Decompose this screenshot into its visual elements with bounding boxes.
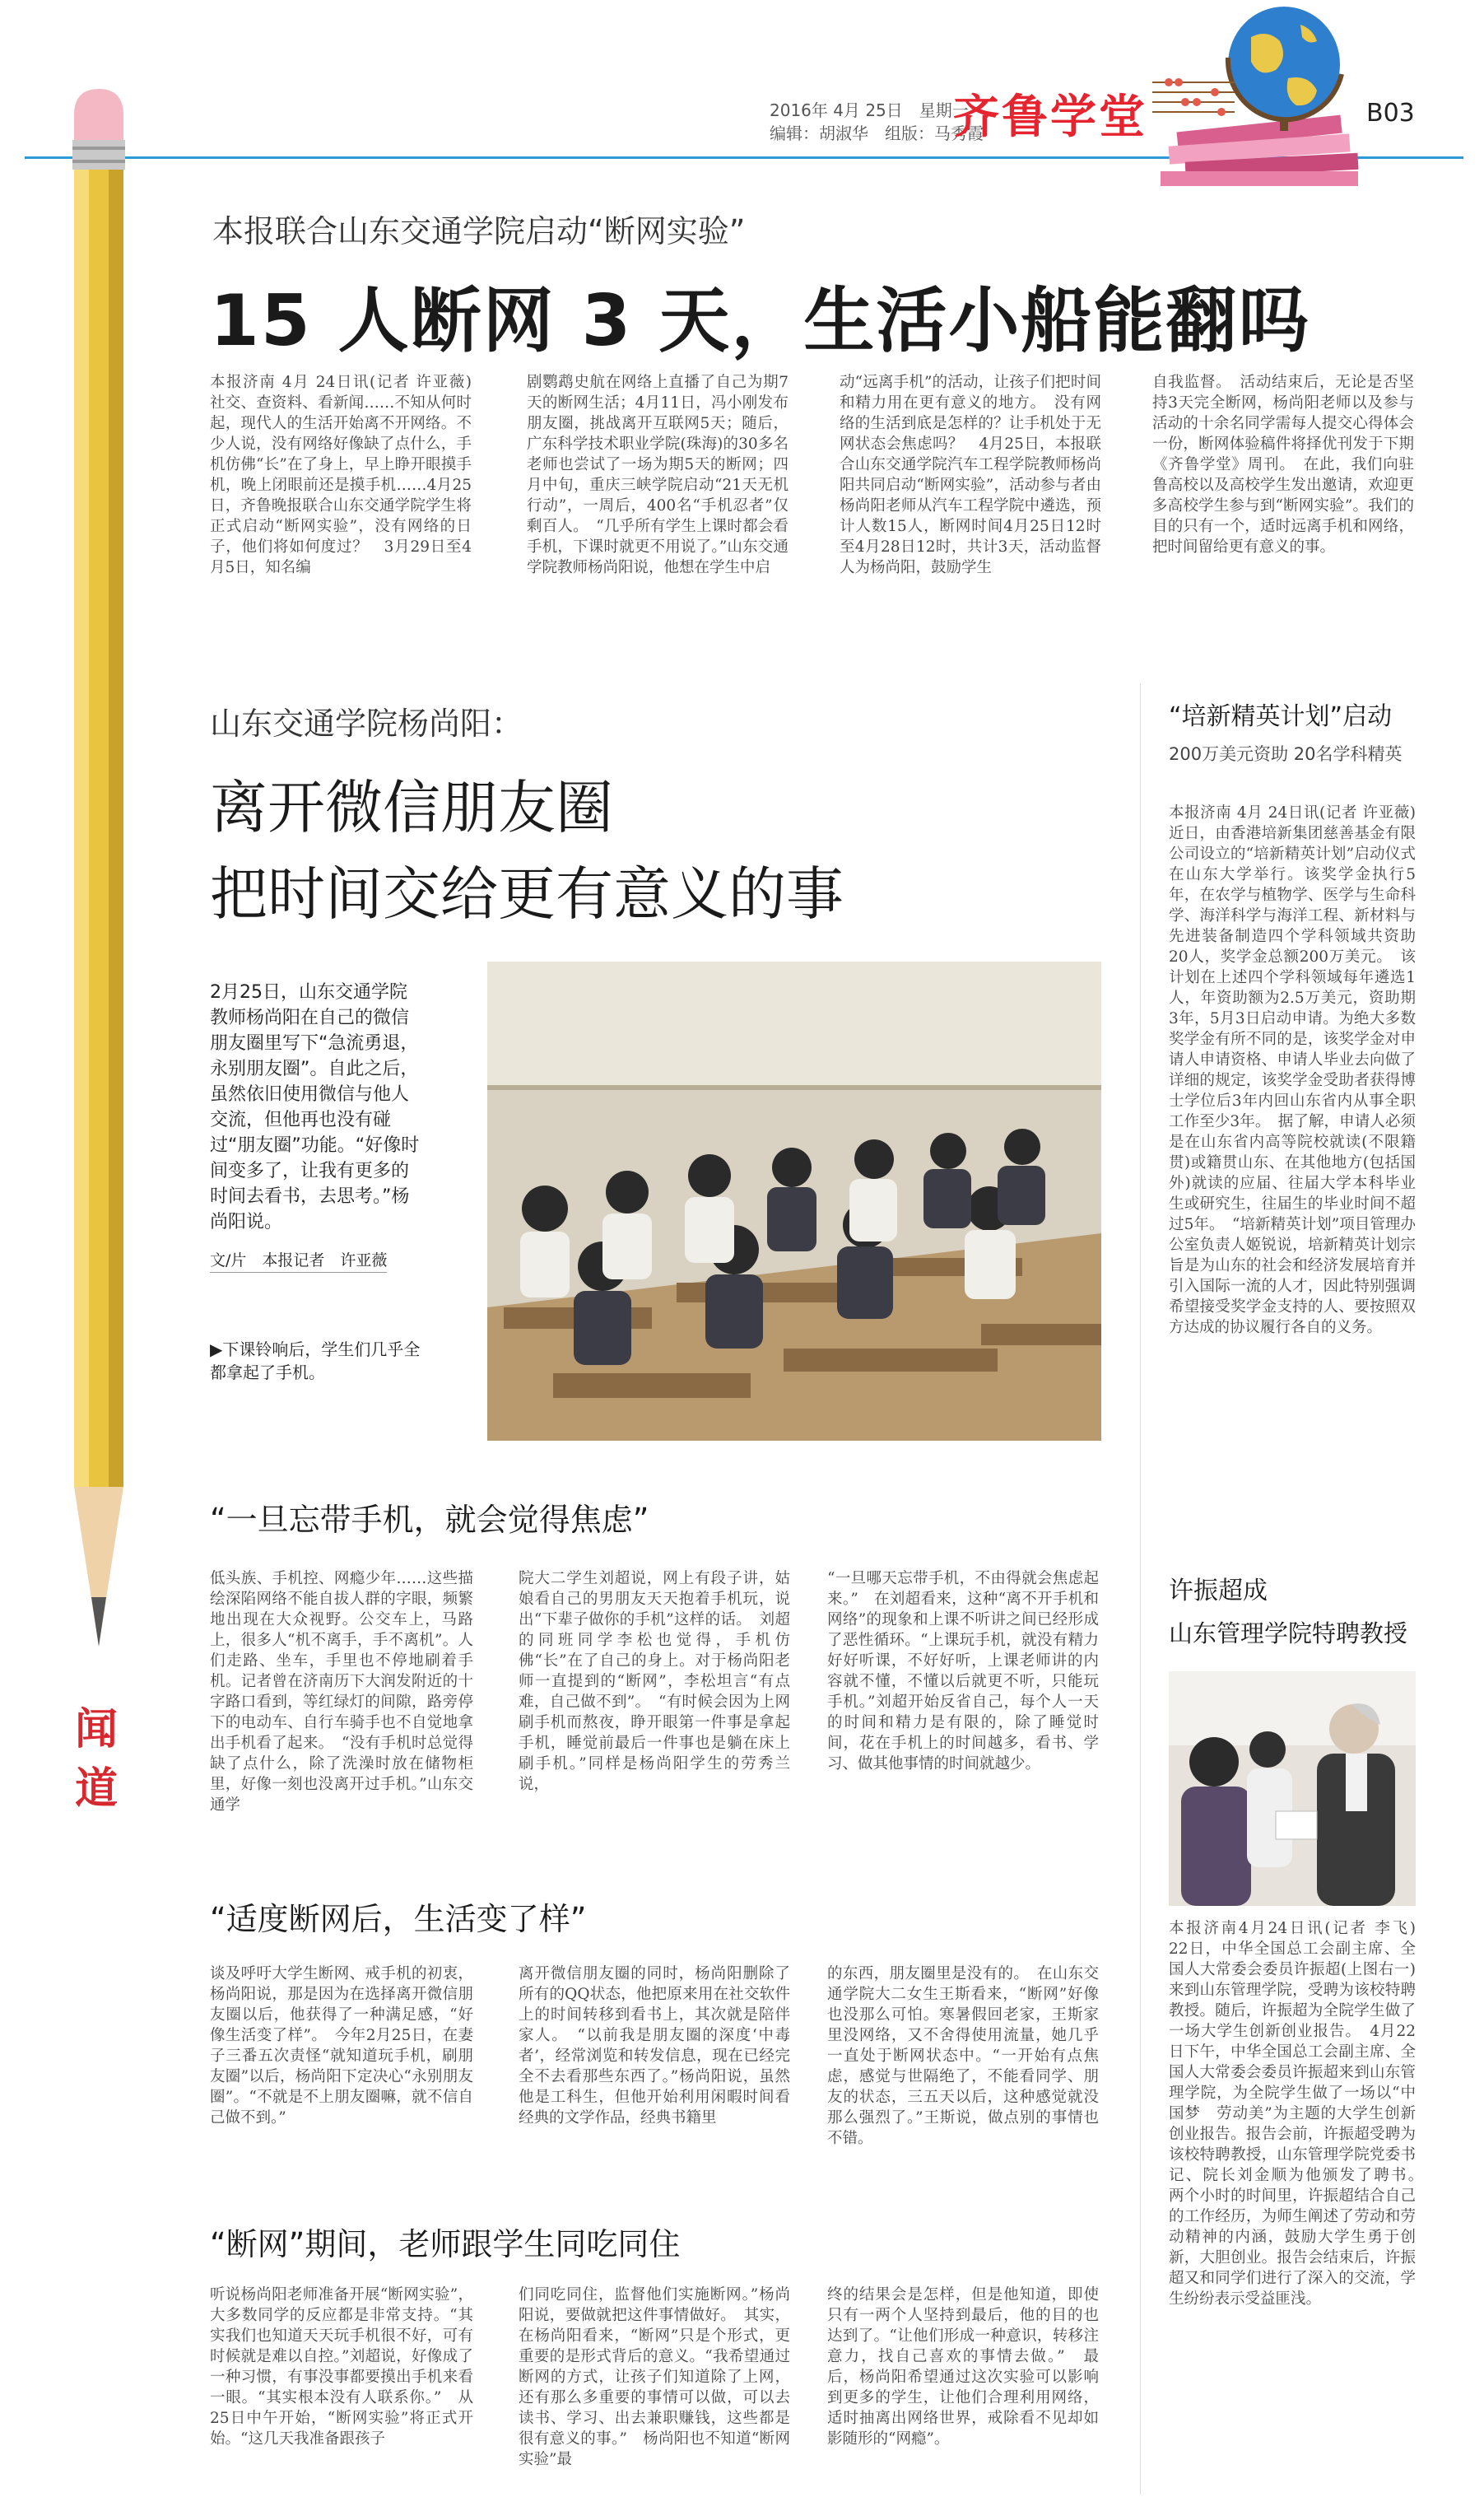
pencil-illustration [64,82,133,1663]
article1-column-1: 本报济南 4月 24日讯(记者 许亚薇) 社交、查资料、看新闻……不知从何时起，现代人的生活开始离不开网络。不少人说，没有网络好像缺了点什么，手机仿佛“长”在了身上，早上睁开眼摸手机，晚上闭眼前还是摸手机……4月25日，齐鲁晚报联合山东交通学院学生将正式启动“断网实验”，没有网络的日子，他们将如何度过？ 3月29日至4月5日，知名编 [210,374,487,576]
sidebar1-title: “培新精英计划”启动 [1169,702,1393,731]
article2-kicker: 山东交通学院杨尚阳： [210,706,523,742]
article1-column-2: 剧鹦鹉史航在网络上直播了自己为期7天的断网生活；4月11日，冯小刚发布朋友圈，挑战离开互联网5天；随后，广东科学技术职业学院(珠海)的30多名老师也尝试了一场为期5天的断网；四月中旬，重庆三峡学院启动“21天无机行动”，一周后，400名“手机忍者”仅剩百人。 “几乎所有学生上课时都会看手机，下课时就更不用说了。”山东交通学院教师杨尚阳说，他想在学生中启 [527,374,789,576]
sidebar2-subtitle: 山东管理学院特聘教授 [1169,1619,1408,1647]
section2-column-3: 的东西，朋友圈里是没有的。 在山东交通学院大二女生王斯看来，“断网”好像也没那么可怕。寒暑假回老家，王斯家里没网络，又不舍得使用流量，她几乎一直处于断网状态中。“一开始有点焦虑，感觉与世隔绝了，不能看同学、朋友的状态，三五天以后，这种感觉就没那么强烈了。”王斯说，做点别的事情也不错。 [827,1965,1099,2147]
section3-column-2: 们同吃同住，监督他们实施断网。”杨尚阳说，要做就把这件事情做好。 其实，在杨尚阳看来，“断网”只是个形式，更重要的是形式背后的意义。“我希望通过断网的方式，让孩子们知道除了上网，还有那么多重要的事情可以做，可以去读书、学习、出去兼职赚钱，这些都是很有意义的事。” 杨尚阳也不知道“断网实验”最 [519,2286,790,2468]
section3-title: “断网”期间，老师跟学生同吃同住 [210,2226,681,2262]
section-title: 齐鲁学堂 [953,91,1147,144]
section3-column-3: 终的结果会是怎样，但是他知道，即使只有一两个人坚持到最后，他的目的也达到了。“让他们形成一种意识，转移注意力，找自己喜欢的事情去做。” 最后，杨尚阳希望通过这次实验可以影响到更多的学生，让他们合理利用网络，适时抽离出网络世界，戒除看不见却如影随形的“网瘾”。 [827,2286,1099,2448]
sidebar2-body: 本报济南4月24日讯(记者 李飞) 22日，中华全国总工会副主席、全国人大常委会委员许振超(上图右一)来到山东管理学院，受聘为该校特聘教授。随后，许振超为全院学生做了一场大学生创新创业报告。 4月22日下午，中华全国总工会副主席、全国人大常委会委员许振超来到山东管理学院，为全院学生做了一场以“中国梦 劳动美”为主题的大学生创新创业报告。报告会前，许振超受聘为该校特聘教授，山东管理学院党委书记、院长刘金顺为他颁发了聘书。 两个小时的时间里，许振超结合自己的工作经历，为师生阐述了劳动和劳动精神的内涵，鼓励大学生勇于创新，大胆创业。报告会结束后，许振超又和同学们进行了深入的交流，学生纷纷表示受益匪浅。 [1169,1920,1431,2308]
globe-books-illustration [1136,0,1383,193]
section1-column-2: 院大二学生刘超说，网上有段子讲，姑娘看自己的男朋友天天抱着手机玩，说出“下辈子做你的手机”这样的话。 刘超的同班同学李松也觉得，手机仿佛“长”在了自己的身上。对于杨尚阳老师一直提到的“断网”，李松坦言“有点难，自己做不到”。 “有时候会因为上网刷手机而熬夜，睁开眼第一件事是拿起手机，睡觉前最后一件事也是躺在床上刷手机。”同样是杨尚阳学生的劳秀兰说， [519,1570,790,1793]
article1-headline: 15 人断网 3 天，生活小船能翻吗 [210,280,1311,362]
article2-headline-line2: 把时间交给更有意义的事 [210,860,844,928]
article1-kicker: 本报联合山东交通学院启动“断网实验” [212,213,746,249]
photo-credit: 文/片 本报记者 许亚薇 [210,1248,387,1273]
section1-title: “一旦忘带手机，就会觉得焦虑” [210,1502,649,1538]
classroom-photo [487,962,1101,1441]
page-number: B03 [1366,99,1415,128]
lecture-photo [1169,1671,1416,1906]
section2-title: “适度断网后，生活变了样” [210,1901,587,1937]
editor-credits: 编辑：胡淑华 组版：马秀霞 [770,123,984,143]
article1-column-3: 动“远离手机”的活动，让孩子们把时间和精力用在更有意义的地方。 没有网络的生活到底是怎样的？让手机处于无网状态会焦虑吗？ 4月25日，本报联合山东交通学院汽车工程学院教师杨尚阳共同启动“断网实验”，活动参与者由杨尚阳老师从汽车工程学院中遴选，预计人数15人，断网时间4月25日12时至4月28日12时，共计3天，活动监督人为杨尚阳，鼓励学生 [840,374,1101,576]
section2-column-1: 谈及呼吁大学生断网、戒手机的初衷，杨尚阳说，那是因为在选择离开微信朋友圈以后，他获得了一种满足感，“好像生活变了样”。 今年2月25日，在妻子三番五次责怪“就知道玩手机，刷朋友圈”以后，杨尚阳下定决心“永别朋友圈”。“不就是不上朋友圈嘛，就不信自己做不到。” [210,1965,473,2127]
section1-column-1: 低头族、手机控、网瘾少年……这些描绘深陷网络不能自拔人群的字眼，频繁地出现在大众视野。公交车上，马路上，很多人“机不离手，手不离机”。人们走路、坐车，手里也不停地刷着手机。记者曾在济南历下大润发附近的十字路口看到，等红绿灯的间隙，路旁停下的电动车、自行车骑手也不自觉地拿出手机看了起来。 “没有手机时总觉得缺了点什么，除了洗澡时放在储物柜里，好像一刻也没离开过手机。”山东交通学 [210,1570,473,1814]
sidebar-divider [1140,683,1141,2495]
article2-intro: 2月25日，山东交通学院教师杨尚阳在自己的微信朋友圈里写下“急流勇退，永别朋友圈”。自此之后，虽然依旧使用微信与他人交流，但他再也没有碰过“朋友圈”功能。“好像时间变多了，让我有更多的时间去看书，去思考。”杨尚阳说。 [210,982,420,1232]
section2-column-2: 离开微信朋友圈的同时，杨尚阳删除了所有的QQ状态，他把原来用在社交软件上的时间转移到看书上，其次就是陪伴家人。 “以前我是朋友圈的深度‘中毒者’，经常浏览和转发信息，现在已经完全不去看那些东西了。”杨尚阳说，虽然他是工科生，但他开始利用闲暇时间看经典的文学作品，经典书籍里 [519,1965,790,2127]
issue-date: 2016年 4月 25日 星期一 [770,100,969,120]
section1-column-3: “一旦哪天忘带手机，不由得就会焦虑起来。” 在刘超看来，这种“离不开手机和网络”的现象和上课不听讲之间已经形成了恶性循环。“上课玩手机，就没有精力好好听课，不好好听，上课老师讲的内容就不懂，不懂以后就更不听，只能玩手机。”刘超开始反省自己，每个人一天的时间和精力是有限的，除了睡觉时间，花在手机上的时间越多，看书、学习、做其他事情的时间就越少。 [827,1570,1099,1773]
article2-headline-line1: 离开微信朋友圈 [210,774,613,841]
sidebar1-subtitle: 200万美元资助 20名学科精英 [1169,744,1403,764]
column-badge: 闻道 [74,1704,118,1814]
sidebar1-body: 本报济南 4月 24日讯(记者 许亚薇) 近日，由香港培新集团慈善基金有限公司设立的“培新精英计划”启动仪式在山东大学举行。该奖学金执行5年，在农学与植物学、医学与生命科学、海洋科学与海洋工程、新材料与先进装备制造四个学科领域共资助20人，奖学金总额200万美元。 该计划在上述四个学科领域每年遴选1人，年资助额为2.5万美元，资助期3年，5月3日启动申请。为绝大多数奖学金有所不同的是，该奖学金对申请人申请资格、申请人毕业去向做了详细的规定，该奖学金受助者获得博士学位后3年内回山东省内从事全职工作至少3年。 据了解，申请人必须是在山东省内高等院校就读(不限籍贯)或籍贯山东、在其他地方(包括国外)就读的应届、往届大学本科毕业生或研究生，往届生的毕业时间不超过5年。 “培新精英计划”项目管理办公室负责人姬锐说，培新精英计划宗旨是为山东的社会和经济发展培育并引入国际一流的人才，因此特别强调希望接受奖学金支持的人、要按照双方达成的协议履行各自的义务。 [1169,804,1431,1336]
article1-column-4: 自我监督。 活动结束后，无论是否坚持3天完全断网，杨尚阳老师以及参与活动的十余名同学需每人提交心得体会一份，断网体验稿件将择优刊发于下期《齐鲁学堂》周刊。 在此，我们向驻鲁高校以及高校学生发出邀请，欢迎更多高校学生参与到“断网实验”。我们的目的只有一个，适时远离手机和网络，把时间留给更有意义的事。 [1152,374,1414,556]
section3-column-1: 听说杨尚阳老师准备开展“断网实验”，大多数同学的反应都是非常支持。“其实我们也知道天天玩手机很不好，可有时候就是难以自控。”刘超说，好像成了一种习惯，有事没事都要摸出手机来看一眼。“其实根本没有人联系你。” 从25日中午开始，“断网实验”将正式开始。“这几天我准备跟孩子 [210,2286,473,2448]
sidebar2-title: 许振超成 [1169,1577,1268,1605]
photo-caption: ▶下课铃响后，学生们几乎全都拿起了手机。 [210,1339,421,1382]
